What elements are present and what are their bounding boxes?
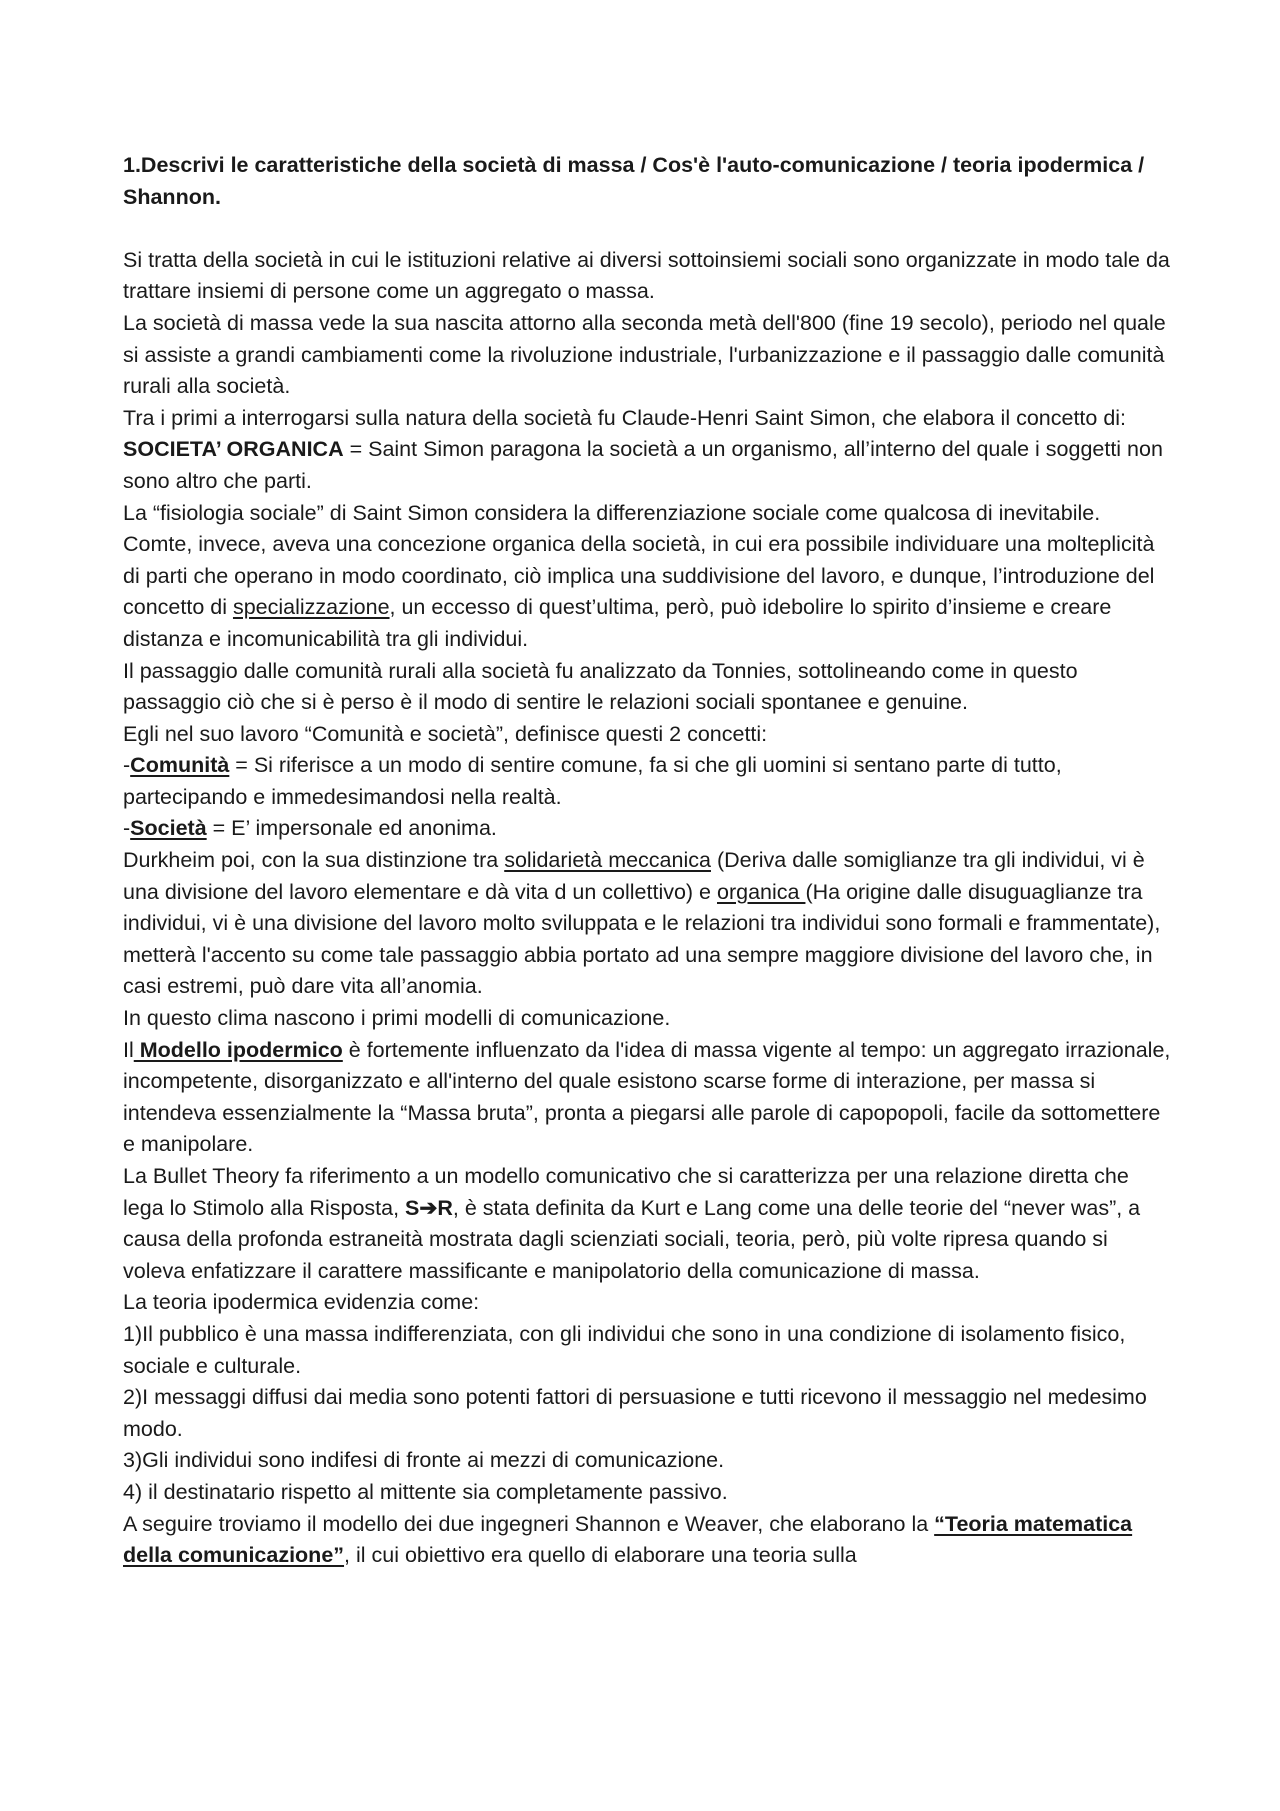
comunita-text: = Si riferisce a un modo di sentire comune, fa si che gli uomini si sentano parte di tutto, partecipando e immedesimandosi nella realtà. — [123, 753, 1062, 809]
paragraph-shannon-weaver — [123, 1509, 1173, 1572]
term-modello-ipodermico: Modello ipodermico — [133, 1037, 343, 1062]
term-teoria-matematica: “Teoria matematica della comunicazione” — [123, 1511, 1133, 1568]
paragraph-primi-modelli: In questo clima nascono i primi modelli di comunicazione. — [123, 1006, 671, 1031]
societa-text: = E’ impersonale ed anonima. — [206, 816, 497, 841]
term-specializzazione: specializzazione — [232, 595, 390, 620]
bullet-text-b: , è stata definita da Kurt e Lang come una delle teorie del “never was”, a causa della profonda estraneità mostrata dagli scienziati sociali, teoria, però, più volte ripresa quando si voleva enfatizzare il carattere massificante e manipolatorio della comunicazione di massa. — [123, 1195, 1141, 1283]
term-organica: organica — [717, 879, 806, 904]
list-item-1: 1)Il pubblico è una massa indifferenziata, con gli individui che sono in una condizione di isolamento fisico, sociale e culturale. — [123, 1321, 1126, 1378]
document-page — [123, 150, 1173, 1572]
paragraph-teoria-ipodermica-intro: La teoria ipodermica evidenzia come: — [123, 1290, 480, 1315]
paragraph-saint-simon: Tra i primi a interrogarsi sulla natura della società fu Claude-Henri Saint Simon, che elabora il concetto di: — [123, 405, 1127, 430]
paragraph-durkheim — [123, 845, 1173, 1003]
term-stimulus-response: S➔R — [405, 1195, 453, 1220]
term-comunita: Comunità — [130, 753, 230, 778]
paragraph-fisiologia-sociale: La “fisiologia sociale” di Saint Simon considera la differenziazione sociale come qualcosa di inevitabile. — [123, 500, 1101, 525]
shannon-text-a: A seguire troviamo il modello dei due ingegneri Shannon e Weaver, che elaborano la — [123, 1511, 935, 1536]
durkheim-text-a: Durkheim poi, con la sua distinzione tra — [123, 848, 505, 873]
comte-text-a: Comte, invece, aveva una concezione organica della società, in cui era possibile individuare una molteplicità di parti che operano in modo coordinato, ciò implica una suddivisione del lavoro, e dunque, l’introduzione del concetto di — [123, 532, 1155, 620]
shannon-text-b: , il cui obiettivo era quello di elaborare una teoria sulla — [344, 1543, 857, 1568]
paragraph-definition: Si tratta della società in cui le istituzioni relative ai diversi sottoinsiemi sociali sono organizzate in modo tale da trattare insiemi di persone come un aggregato o massa. — [123, 247, 1170, 304]
term-solidarieta-meccanica: solidarietà meccanica — [504, 848, 711, 873]
ipodermico-text-b: è fortemente influenzato da l'idea di massa vigente al tempo: un aggregato irrazionale, incompetente, disorganizzato e all'interno del quale esistono scarse forme di interazione, per massa si intendeva essenzialmente la “Massa bruta”, pronta a piegarsi alle parole di capopopoli, facile da sottomettere e manipolare. — [123, 1037, 1171, 1157]
paragraph-modello-ipodermico — [123, 1035, 1173, 1161]
durkheim-text-c: (Ha origine dalle disuguaglianze tra individui, vi è una divisione del lavoro molto sviluppata e le relazioni tra individui sono formali e frammentate), metterà l'accento su come tale passaggio abbia portato ad una sempre maggiore divisione del lavoro che, in casi estremi, può dare vita all’anomia. — [123, 879, 1161, 999]
paragraph-societa — [123, 813, 1173, 845]
ipodermico-text-a: Il — [123, 1037, 134, 1062]
paragraph-societa-organica — [123, 434, 1173, 497]
paragraph-tonnies-concepts: Egli nel suo lavoro “Comunità e società”, definisce questi 2 concetti: — [123, 721, 768, 746]
term-societa: Società — [130, 816, 207, 841]
question-heading: 1.Descrivi le caratteristiche della società di massa / Cos'è l'auto-comunicazione / teoria ipodermica / Shannon. — [123, 153, 1145, 209]
paragraph-tonnies: Il passaggio dalle comunità rurali alla società fu analizzato da Tonnies, sottolineando come in questo passaggio ciò che si è perso è il modo di sentire le relazioni sociali spontanee e genuine. — [123, 658, 1078, 715]
paragraph-bullet-theory — [123, 1161, 1173, 1287]
list-item-3: 3)Gli individui sono indifesi di fronte ai mezzi di comunicazione. — [123, 1448, 725, 1473]
dash-societa: - — [123, 816, 131, 841]
durkheim-text-b: (Deriva dalle somiglianze tra gli individui, vi è una divisione del lavoro elementare e dà vita d un collettivo) e — [123, 848, 1145, 904]
paragraph-origins: La società di massa vede la sua nascita attorno alla seconda metà dell'800 (fine 19 secolo), periodo nel quale si assiste a grandi cambiamenti come la rivoluzione industriale, l'urbanizzazione e il passaggio dalle comunità rurali alla società. — [123, 310, 1166, 399]
paragraph-comunita — [123, 750, 1173, 813]
term-societa-organica: SOCIETA’ ORGANICA — [123, 437, 344, 462]
societa-organica-text: = Saint Simon paragona la società a un organismo, all’interno del quale i soggetti non sono altro che parti. — [123, 437, 1163, 493]
list-item-4: 4) il destinatario rispetto al mittente sia completamente passivo. — [123, 1479, 728, 1504]
comte-text-b: , un eccesso di quest’ultima, però, può idebolire lo spirito d’insieme e creare distanza e incomunicabilità tra gli individui. — [123, 595, 1112, 651]
list-item-2: 2)I messaggi diffusi dai media sono potenti fattori di persuasione e tutti ricevono il messaggio nel medesimo modo. — [123, 1385, 1147, 1441]
paragraph-comte — [123, 529, 1173, 655]
bullet-text-a: La Bullet Theory fa riferimento a un modello comunicativo che si caratterizza per una relazione diretta che lega lo Stimolo alla Risposta, — [123, 1164, 1129, 1220]
dash-comunita: - — [123, 753, 131, 778]
